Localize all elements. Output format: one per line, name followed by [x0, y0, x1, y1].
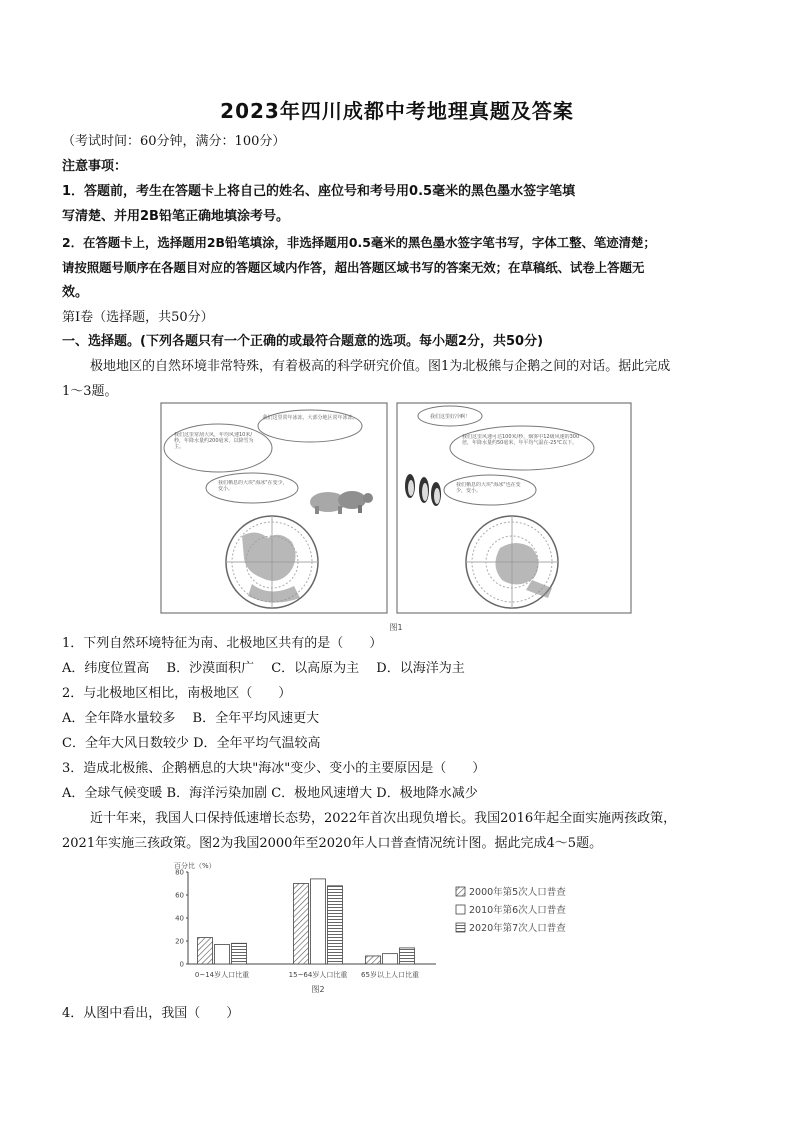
note-2c: 效。 [62, 285, 89, 300]
note-2a: 2．在答题卡上，选择题用2B铅笔填涂，非选择题用0.5毫米的黑色墨水签字笔书写，字体工整、笔迹清楚； [62, 235, 656, 250]
figure-2-population-chart [160, 858, 640, 998]
bar-3-cat-3 [400, 948, 415, 964]
bar-3-cat-2 [328, 886, 343, 964]
penguin-bubble-2-box [462, 434, 584, 464]
bar-1-cat-3 [366, 956, 381, 964]
bar-1-cat-2 [294, 884, 309, 965]
y-tick-label: 0 [179, 960, 184, 969]
intro-1a: 极地地区的自然环境非常特殊，有着极高的科学研究价值。图1为北极熊与企鹅之间的对话。据此完成 [90, 359, 671, 374]
question-2-options-a: A．全年降水量较多 B．全年平均风速更大 [62, 711, 320, 726]
section-1-heading: 一、选择题。(下列各题只有一个正确的或最符合题意的选项。每小题2分，共50分) [62, 334, 544, 349]
question-1: 1．下列自然环境特征为南、北极地区共有的是（ ） [62, 636, 383, 651]
note-1b: 写清楚、并用2B铅笔正确地填涂考号。 [62, 209, 289, 224]
y-tick-label: 60 [175, 891, 184, 900]
legend-swatch [456, 905, 465, 914]
bar-3-cat-1 [232, 943, 247, 964]
y-tick-label: 40 [175, 914, 184, 923]
page-title: 2023年四川成都中考地理真题及答案 [220, 99, 574, 123]
bar-2-cat-1 [215, 944, 230, 964]
question-3: 3．造成北极熊、企鹅栖息的大块"海冰"变少、变小的主要原因是（ ） [62, 761, 486, 776]
legend-label: 2010年第6次人口普查 [469, 905, 566, 916]
question-3-options: A．全球气候变暖 B．海洋污染加剧 C．极地风速增大 D．极地降水减少 [62, 786, 478, 801]
exam-info: （考试时间：60分钟，满分：100分） [62, 134, 286, 149]
figure-1-polar-dialogue [160, 402, 632, 642]
bear-bubble-2-text: 我们这里常刮大风，年均风速10米/秒，年降水量约200毫米，以降雪为主。 [174, 432, 254, 450]
category-label: 0~14岁人口比重 [194, 971, 250, 979]
question-1-options: A．纬度位置高 B．沙漠面积广 C．以高原为主 D．以海洋为主 [62, 661, 465, 676]
bear-bubble-1-text: 我们这里常年冰冻，大部分地区常年冰冻。 [262, 415, 358, 421]
arctic-globe-map [226, 516, 318, 608]
legend-label: 2000年第5次人口普查 [469, 887, 566, 898]
bear-bubble-3-box [218, 480, 288, 498]
bar-2-cat-2 [311, 879, 326, 964]
notes-heading: 注意事项： [62, 159, 128, 174]
y-axis-label: 百分比（%） [174, 862, 216, 870]
penguin-bubble-1-text: 我们这里好冷啊！ [429, 414, 471, 420]
intro-2b: 2021年实施三孩政策。图2为我国2000年至2020年人口普查情况统计图。据此完成4～5题。 [62, 836, 603, 851]
note-1a: 1．答题前，考生在答题卡上将自己的姓名、座位号和考号用0.5毫米的黑色墨水签字笔填 [62, 184, 576, 199]
penguin-bubble-3-box [456, 482, 526, 500]
legend-swatch [456, 887, 465, 896]
penguin-bubble-2-text: 我们这里风速可达100米/秒，烟雾中12级风速的300倍，年降水量约50毫米，年平均气温在-25℃以下。 [462, 434, 580, 446]
bear-bubble-2-box [174, 432, 262, 464]
legend-label: 2020年第7次人口普查 [469, 923, 566, 934]
legend-swatch [456, 923, 465, 932]
question-4: 4．从图中看出，我国（ ） [62, 1006, 240, 1021]
note-2b: 请按照题号顺序在各题目对应的答题区域内作答，超出答题区域书写的答案无效；在草稿纸、试卷上答题无 [62, 260, 645, 275]
intro-2a: 近十年来，我国人口保持低速增长态势，2022年首次出现负增长。我国2016年起全面实施两孩政策， [90, 811, 677, 826]
figure-1-caption: 图1 [389, 623, 403, 632]
question-2-options-b: C．全年大风日数较少 D．全年平均气温较高 [62, 736, 321, 751]
category-label: 15~64岁人口比重 [288, 971, 348, 979]
intro-1b: 1～3题。 [62, 384, 118, 399]
y-tick-label: 20 [175, 937, 184, 946]
bear-bubble-3-text: 我们栖息的大块"海冰"在变少，变小。 [218, 480, 288, 492]
figure-2-caption: 图2 [311, 985, 325, 994]
y-tick-label: 80 [175, 868, 184, 877]
bar-2-cat-3 [383, 954, 398, 964]
penguin-bubble-3-text: 我们栖息的大块"海冰"也在变少，变小。 [456, 482, 521, 494]
part-1-heading: 第Ⅰ卷（选择题，共50分） [62, 310, 214, 325]
question-2: 2．与北极地区相比，南极地区（ ） [62, 686, 292, 701]
antarctic-globe-map [466, 516, 558, 608]
bar-1-cat-1 [198, 938, 213, 964]
category-label: 65岁以上人口比重 [361, 971, 419, 979]
